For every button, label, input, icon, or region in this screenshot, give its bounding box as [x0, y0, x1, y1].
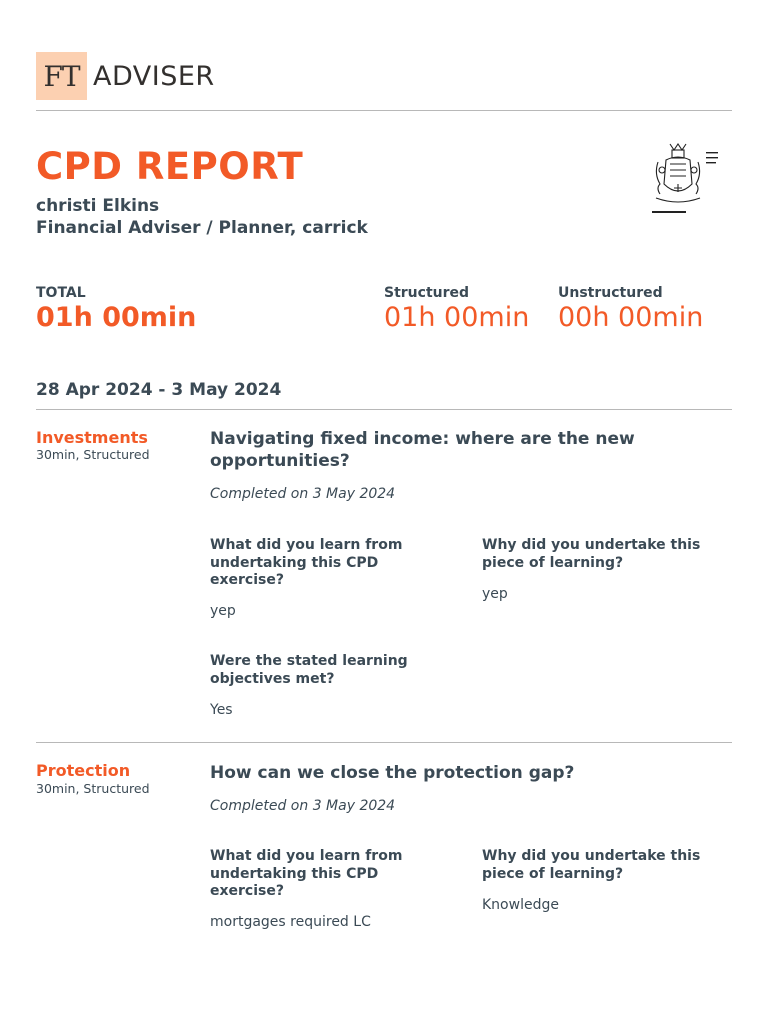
entry-completed-date: Completed on 3 May 2024	[210, 798, 396, 814]
header-divider	[36, 110, 732, 111]
adviser-name: christi Elkins	[36, 196, 160, 216]
date-range: 28 Apr 2024 - 3 May 2024	[36, 380, 282, 400]
entry-meta: 30min, Structured	[36, 447, 150, 462]
entry-category: Investments	[36, 428, 148, 447]
question-objectives-met: Were the stated learning objectives met?	[210, 653, 408, 687]
structured-label: Structured	[384, 285, 470, 301]
unstructured-label: Unstructured	[558, 285, 663, 301]
question-learned: What did you learn from undertaking this CPD exercise?	[210, 537, 403, 588]
answer-learned: yep	[210, 603, 236, 619]
unstructured-value: 00h 00min	[558, 302, 704, 333]
entry-divider	[36, 742, 732, 743]
adviser-role: Financial Adviser / Planner, carrick	[36, 218, 368, 238]
structured-value: 01h 00min	[384, 302, 530, 333]
entry-meta: 30min, Structured	[36, 781, 150, 796]
accreditation-seal-icon	[648, 140, 724, 220]
logo-wordmark: ADVISER	[93, 60, 215, 92]
total-label: TOTAL	[36, 285, 86, 301]
entry-title: How can we close the protection gap?	[210, 763, 575, 783]
answer-objectives-met: Yes	[210, 702, 233, 718]
entry-title: Navigating fixed income: where are the new opportunities?	[210, 429, 635, 471]
entry-completed-date: Completed on 3 May 2024	[210, 486, 396, 502]
answer-learned: mortgages required LC	[210, 914, 371, 930]
logo-ft-mark: FT	[36, 52, 87, 100]
question-why: Why did you undertake this piece of learning?	[482, 848, 701, 882]
answer-why: Knowledge	[482, 897, 559, 913]
answer-why: yep	[482, 586, 508, 602]
question-learned: What did you learn from undertaking this CPD exercise?	[210, 848, 403, 899]
total-value: 01h 00min	[36, 302, 197, 333]
section-divider	[36, 409, 732, 410]
question-why: Why did you undertake this piece of learning?	[482, 537, 701, 571]
report-title: CPD REPORT	[36, 145, 304, 188]
entry-category: Protection	[36, 761, 131, 780]
ft-adviser-logo	[36, 52, 215, 100]
